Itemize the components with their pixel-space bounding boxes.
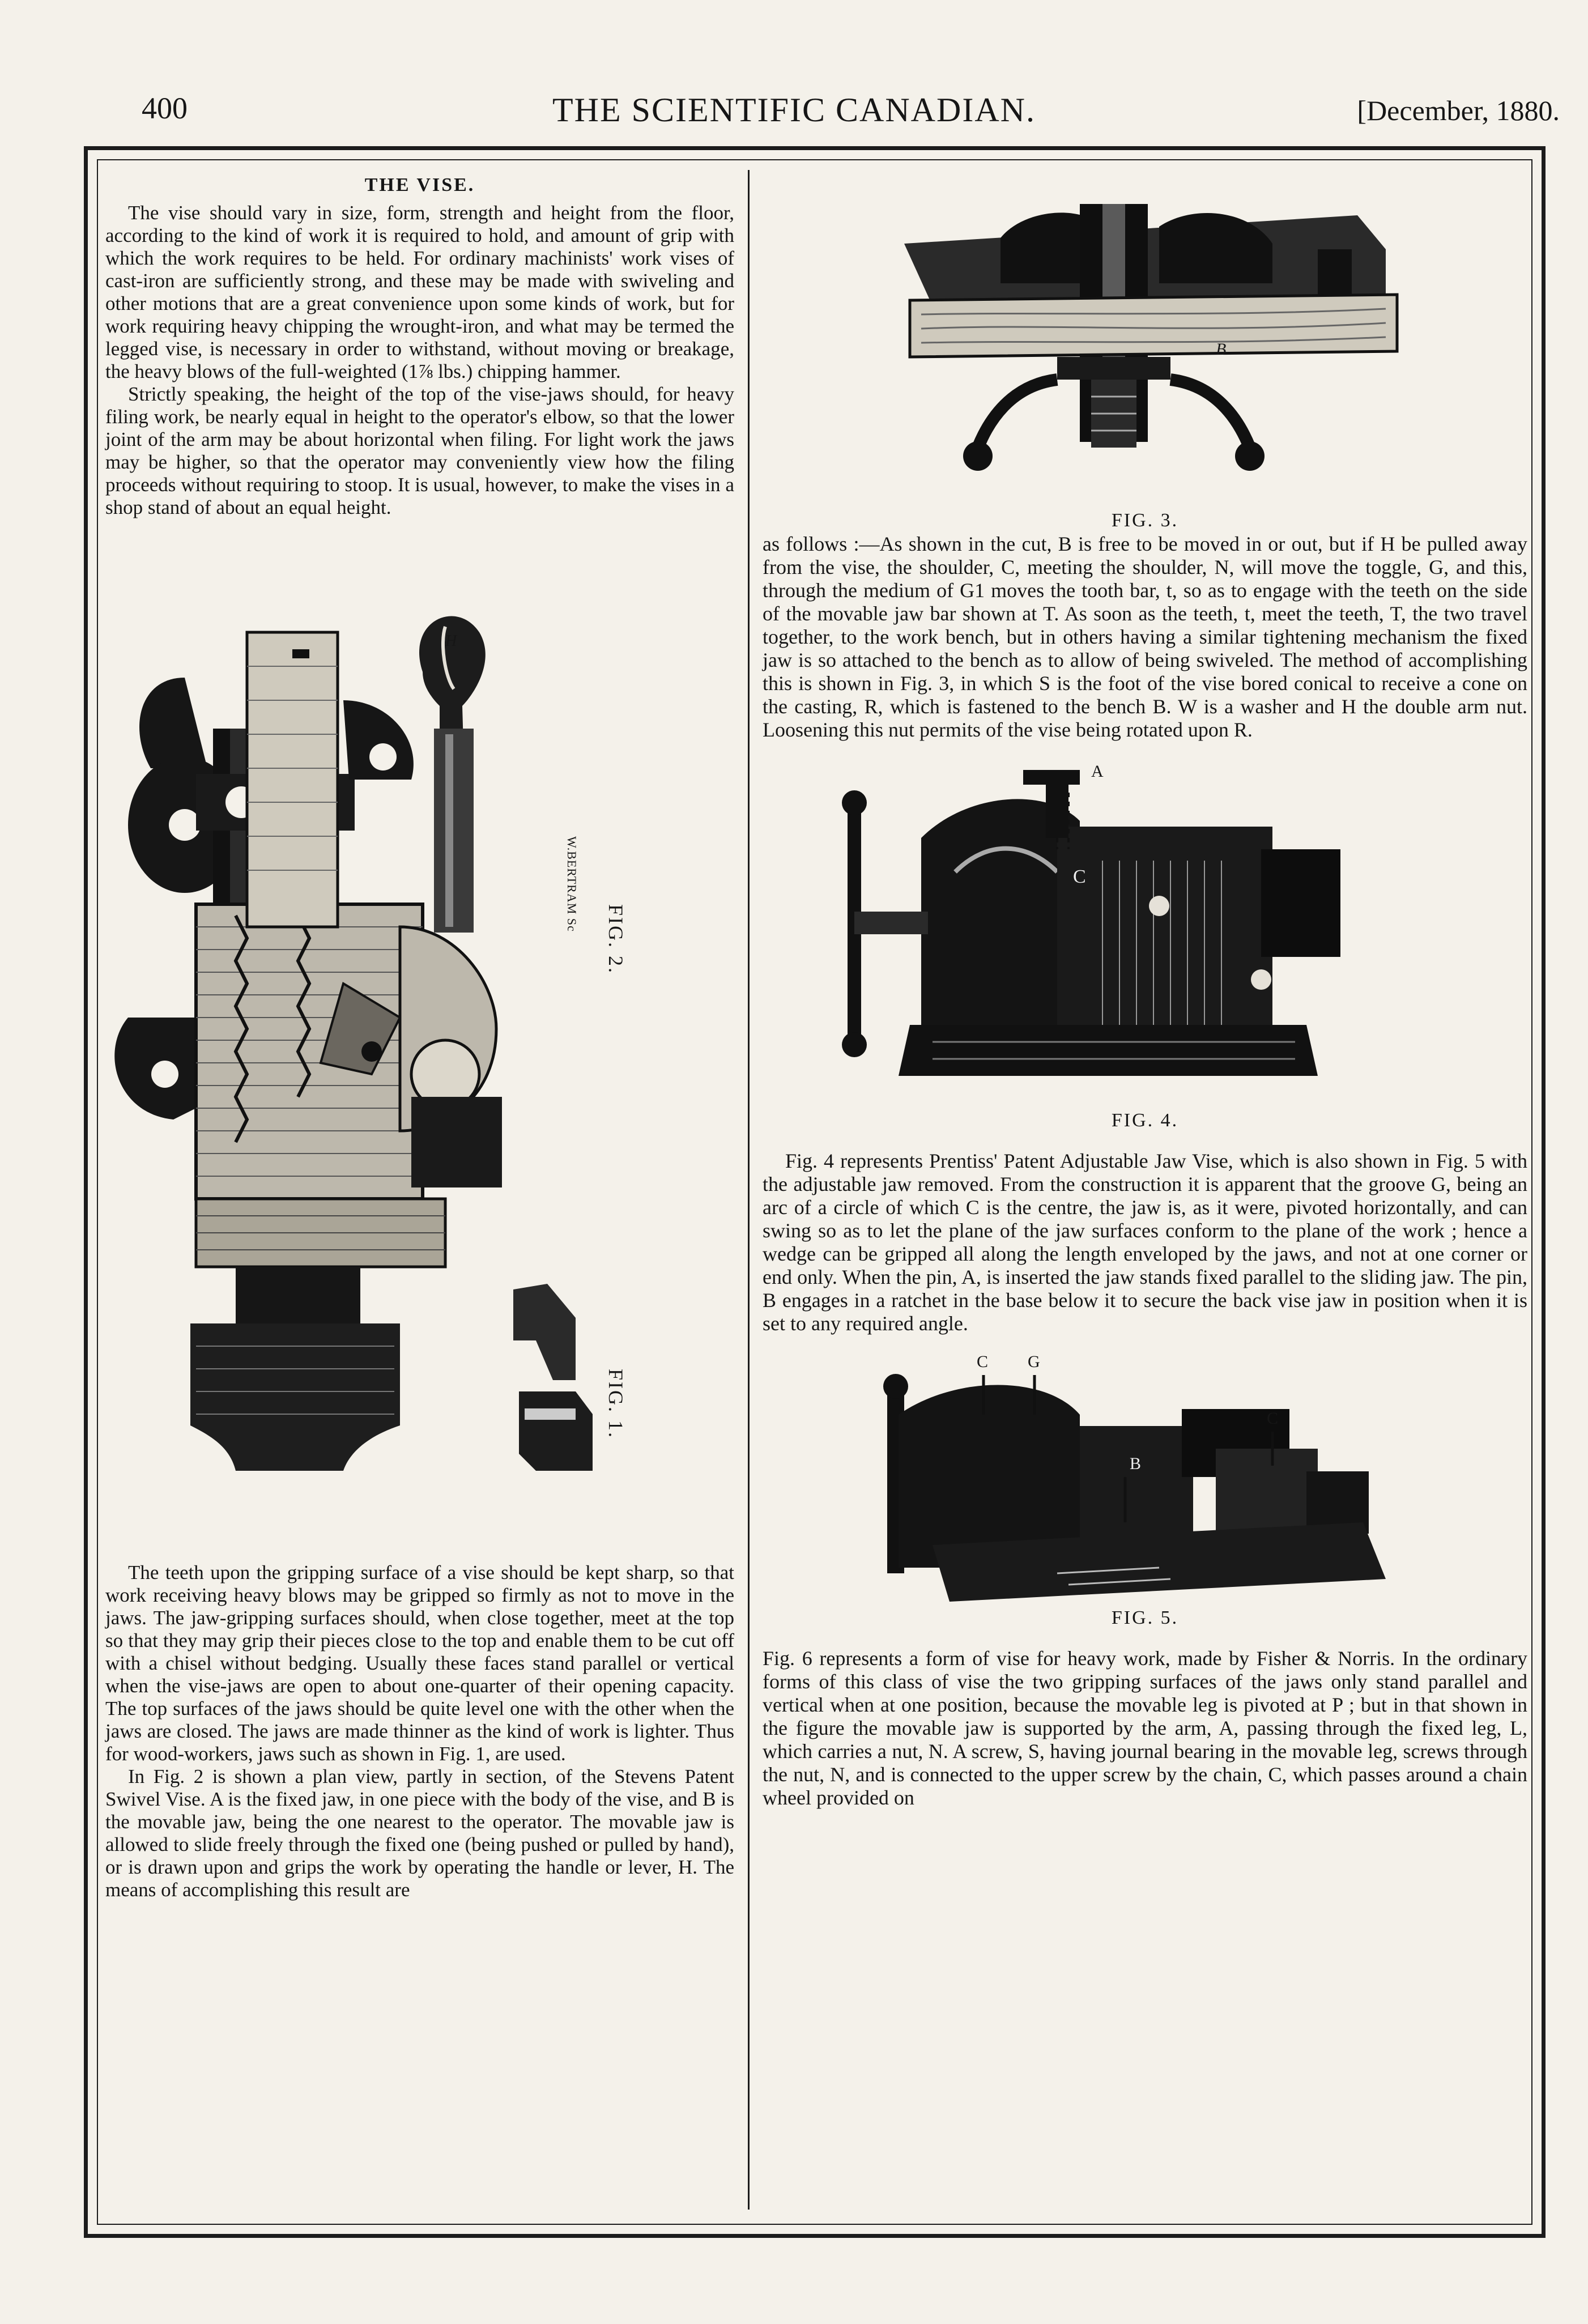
- page-header: [0, 85, 1588, 142]
- vise-jaw-removed-illustration: [763, 1352, 1527, 1607]
- vise-plan-illustration: [105, 587, 734, 1561]
- figure-2-engraver-signature: W.BERTRAM Sc: [565, 836, 579, 932]
- figure-1-caption: FIG. 1.: [604, 1369, 627, 1440]
- column-divider: [748, 170, 750, 2210]
- figure-4-caption: FIG. 4.: [1111, 1110, 1179, 1131]
- figure-4-prentiss-vise: [763, 759, 1527, 1150]
- figure-2-caption: FIG. 2.: [604, 904, 627, 975]
- issue-date: [December, 1880.: [1357, 95, 1560, 126]
- figure-5-label-g: G: [1028, 1352, 1040, 1371]
- left-paragraph-2: Strictly speaking, the height of the top of the vise-jaws should, for heavy filing work, be nearly equal in height to the operator's elbow, so that the lower joint of the arm may be about horizontal when filing. For light work the jaws may be higher, so that the operator may conveniently view how the filing proceeds without requiring to stoop. It is usual, however, to make the vises in a shop stand of about an equal height.: [105, 383, 734, 518]
- journal-title: THE SCIENTIFIC CANADIAN.: [552, 91, 1036, 129]
- prentiss-vise-illustration: [763, 759, 1527, 1110]
- article-title: THE VISE.: [364, 174, 475, 195]
- swivel-base-illustration: [763, 170, 1527, 510]
- page-number: 400: [142, 91, 188, 125]
- right-paragraph-1: as follows :—As shown in the cut, B is free to be moved in or out, but if H be pulled away from the vise, the shoulder, C, meeting the shoulder, N, will move the toggle, G, and this, through the medium of G1 moves the tooth bar, t, so as to engage with the teeth on the side of the movable jaw bar shown at T. As soon as the teeth, t, meet the teeth, T, the two travel together, to the work bench, but in others having a similar tightening mechanism the fixed jaw is so attached to the bench as to allow of being swiveled. The method of accomplishing this is shown in Fig. 3, in which S is the foot of the vise bored conical to receive a cone on the casting, R, which is fastened to the bench B. W is a washer and H the double arm nut. Loosening this nut permits of the vise being rotated upon R.: [763, 533, 1527, 741]
- left-paragraph-3: The teeth upon the gripping surface of a vise should be kept sharp, so that work receiving heavy blows may be gripped so firmly as not to move in the jaws. The jaw-gripping surfaces should, when close together, meet at the top so that they may grip their pieces close to the top and enable them to be cut off with a chisel without bedging. Usually these faces stand parallel or vertical when the vise-jaws are open to about one-quarter of their opening capacity. The top surfaces of the jaws should be quite level one with the other when the jaws are closed. The jaws are made thinner as the kind of work is lighter. Thus for wood-workers, jaws such as shown in Fig. 1, are used.: [105, 1561, 734, 1765]
- right-paragraph-2: Fig. 4 represents Prentiss' Patent Adjustable Jaw Vise, which is also shown in Fig. 5 with the adjustable jaw removed. From the construction it is apparent that the groove G, being an arc of a circle of which C is the centre, the jaw is, as it were, pivoted horizontally, and can swing so as to let the plane of the jaw surfaces conform to the plane of the work ; hence a wedge can be gripped all along the length enveloped by the jaws, and not at one corner or end only. When the pin, A, is inserted the jaw stands fixed parallel to the sliding jaw. The pin, B engages in a ratchet in the base below it to secure the back vise jaw in position when it is set to any required angle.: [763, 1150, 1527, 1335]
- figure-2-label-h: H: [445, 632, 457, 650]
- figure-5-caption: FIG. 5.: [1111, 1607, 1179, 1628]
- figure-3-label-b: B: [1216, 340, 1227, 359]
- figure-5-label-c2: C: [1267, 1409, 1279, 1428]
- figure-4-label-c: C: [1073, 866, 1086, 887]
- figure-3-caption: FIG. 3.: [1111, 510, 1179, 531]
- figure-5-label-b: B: [1130, 1454, 1142, 1473]
- right-paragraph-3: Fig. 6 represents a form of vise for heavy work, made by Fisher & Norris. In the ordinary forms of this class of vise the two gripping surfaces of the jaws only stand parallel and vertical when at one position, because the movable leg is pivoted at P ; but in that shown in the figure the movable jaw is supported by the arm, A, passing through the fixed leg, L, which carries a nut, N. A screw, S, having journal bearing in the movable leg, screws through the nut, N, and is connected to the upper screw by the chain, C, which passes around a chain wheel provided on: [763, 1647, 1527, 1809]
- figure-5-label-c1: C: [977, 1352, 989, 1371]
- left-paragraph-1: The vise should vary in size, form, strength and height from the floor, according to the kind of work it is required to hold, and amount of grip with which the work requires to be held. For ordinary machinists' work vises of cast-iron are sufficiently strong, and these may be made with swiveling and other motions that are a great convenience upon some kinds of work, but for work requiring heavy chipping the wrought-iron, and what may be termed the legged vise, is necessary in order to withstand, without moving or breakage, the heavy blows of the full-weighted (1⅞ lbs.) chipping hammer.: [105, 202, 734, 382]
- left-column: [105, 170, 734, 1901]
- figure-4-label-a: A: [1091, 762, 1104, 781]
- left-paragraph-4: In Fig. 2 is shown a plan view, partly in section, of the Stevens Patent Swivel Vise. A is the fixed jaw, in one piece with the body of the vise, and B is the movable jaw, being the one nearest to the operator. The movable jaw is allowed to slide freely through the fixed one (being pushed or pulled by hand), or is drawn upon and grips the work by operating the handle or lever, H. The means of accomplishing this result are: [105, 1765, 734, 1901]
- figure-5-vise-jaw-removed: [763, 1352, 1527, 1647]
- right-column: [763, 170, 1527, 2232]
- figure-3-swivel-base: [763, 170, 1527, 533]
- figure-2-stevens-vise: [105, 587, 734, 1561]
